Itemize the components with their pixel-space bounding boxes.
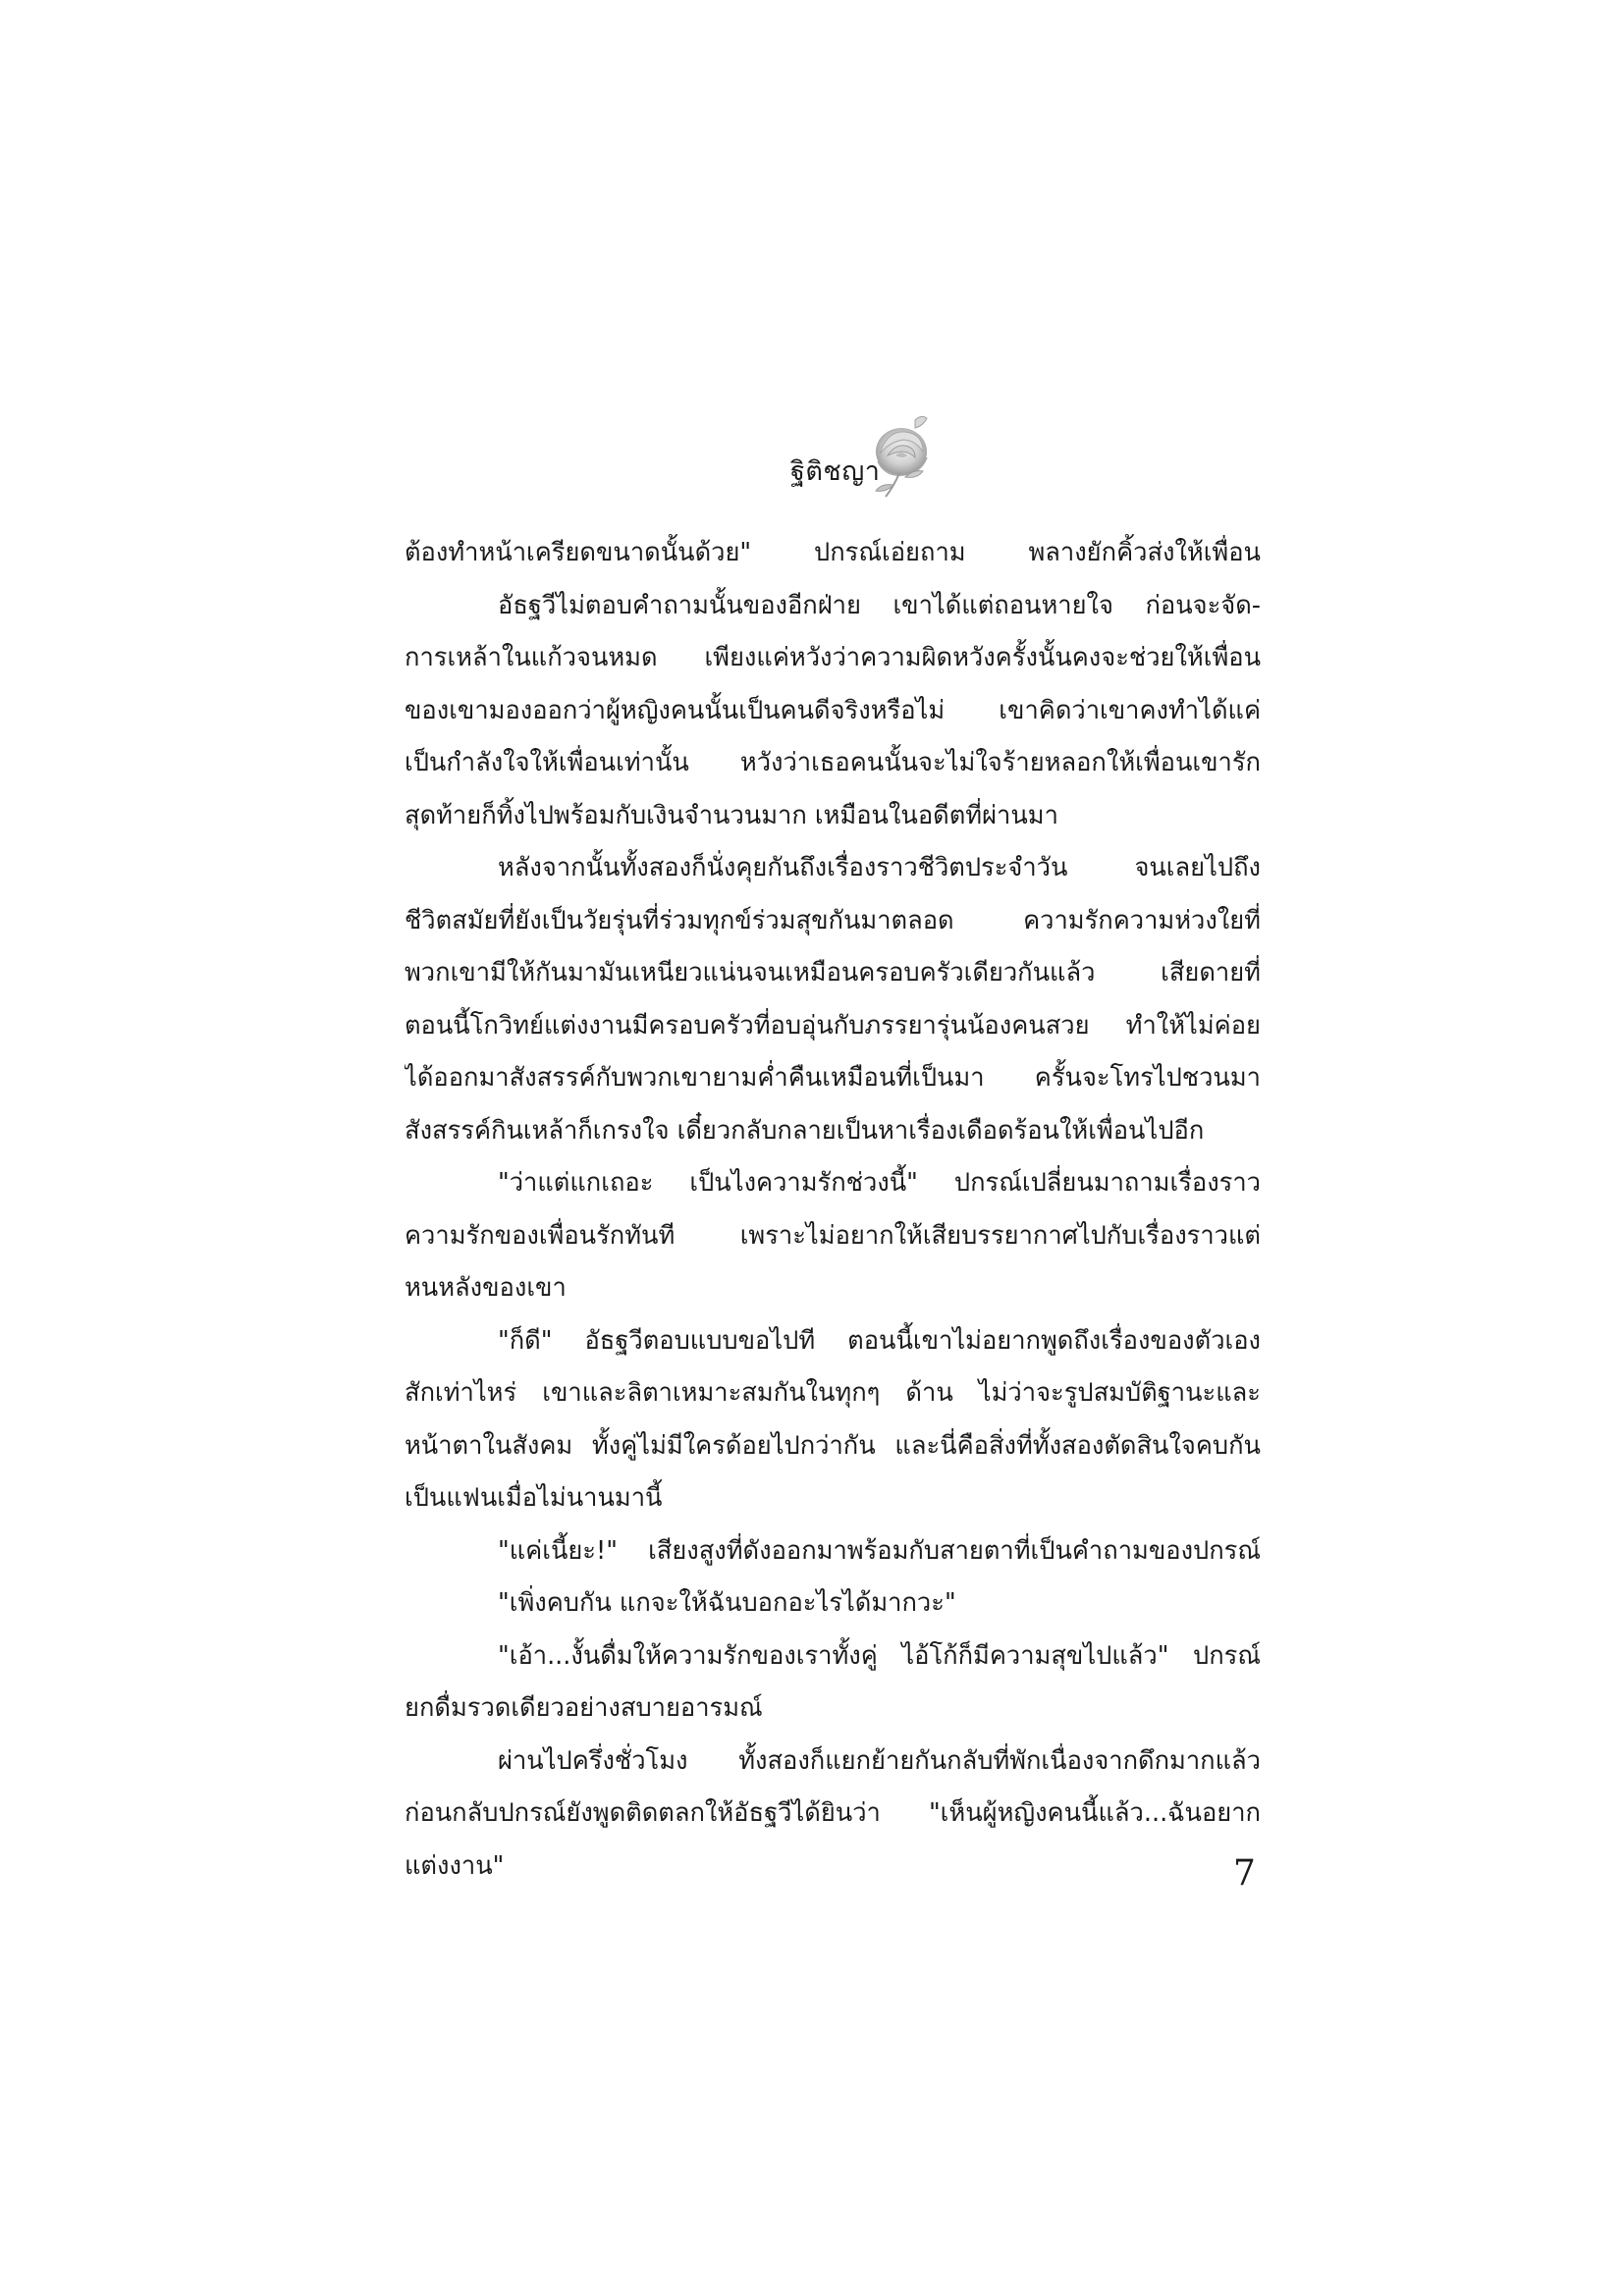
text-line: พวกเขามีให้กันมามันเหนียวแน่นจนเหมือนครอบครัวเดียวกันแล้ว เสียดายที่ <box>405 958 1261 988</box>
text-line: อัธฐวีไม่ตอบคำถามนั้นของอีกฝ่าย เขาได้แต่ถอนหายใจ ก่อนจะจัด- <box>498 590 1261 620</box>
text-line: ชีวิตสมัยที่ยังเป็นวัยรุ่นที่ร่วมทุกข์ร่วมสุขกันมาตลอด ความรักความห่วงใยที่ <box>405 905 1261 935</box>
text-line: หน้าตาในสังคม ทั้งคู่ไม่มีใครด้อยไปกว่ากัน และนี่คือสิ่งที่ทั้งสองตัดสินใจคบกัน <box>405 1430 1261 1461</box>
text-line: ของเขามองออกว่าผู้หญิงคนนั้นเป็นคนดีจริงหรือไม่ เขาคิดว่าเขาคงทำได้แค่ <box>405 695 1261 725</box>
text-line: "ก็ดี" อัธฐวีตอบแบบขอไปที ตอนนี้เขาไม่อยากพูดถึงเรื่องของตัวเอง <box>498 1325 1261 1356</box>
text-line: ได้ออกมาสังสรรค์กับพวกเขายามค่ำคืนเหมือนที่เป็นมา ครั้นจะโทรไปชวนมา <box>405 1063 1261 1093</box>
text-line: ต้องทำหน้าเครียดขนาดนั้นด้วย" ปกรณ์เอ่ยถาม พลางยักคิ้วส่งให้เพื่อน <box>405 538 1261 567</box>
text-line: "แค่เนี้ยะ!" เสียงสูงที่ดังออกมาพร้อมกับสายตาที่เป็นคำถามของปกรณ์ <box>498 1535 1261 1566</box>
text-line: การเหล้าในแก้วจนหมด เพียงแค่หวังว่าความผิดหวังครั้งนั้นคงจะช่วยให้เพื่อน <box>405 643 1261 672</box>
body-text <box>405 527 1261 1893</box>
text-line: ความรักของเพื่อนรักทันที เพราะไม่อยากให้เสียบรรยากาศไปกับเรื่องราวแต่ <box>405 1220 1261 1251</box>
text-line: สุดท้ายก็ทิ้งไปพร้อมกับเงินจำนวนมาก เหมือนในอดีตที่ผ่านมา <box>405 800 1058 830</box>
text-line: ตอนนี้โกวิทย์แต่งงานมีครอบครัวที่อบอุ่นกับภรรยารุ่นน้องคนสวย ทำให้ไม่ค่อย <box>405 1010 1261 1041</box>
text-line: ผ่านไปครึ่งชั่วโมง ทั้งสองก็แยกย้ายกันกลับที่พักเนื่องจากดึกมากแล้ว <box>498 1745 1261 1776</box>
text-line: "เอ้า...งั้นดื่มให้ความรักของเราทั้งคู่ ไอ้โก้ก็มีความสุขไปแล้ว" ปกรณ์ <box>498 1640 1261 1671</box>
text-line: สังสรรค์กินเหล้าก็เกรงใจ เดี๋ยวกลับกลายเป็นหาเรื่องเดือดร้อนให้เพื่อนไปอีก <box>405 1115 1205 1146</box>
text-line: ยกดื่มรวดเดียวอย่างสบายอารมณ์ <box>405 1693 763 1723</box>
page-number: 7 <box>1233 1853 1256 1894</box>
text-line: แต่งงาน" <box>405 1850 505 1881</box>
author-name: ฐิติชญา <box>790 456 881 487</box>
text-line: "ว่าแต่แกเถอะ เป็นไงความรักช่วงนี้" ปกรณ์เปลี่ยนมาถามเรื่องราว <box>498 1168 1261 1198</box>
text-line: หนหลังของเขา <box>405 1273 567 1303</box>
running-header <box>776 410 933 508</box>
text-line: เป็นแฟนเมื่อไม่นานมานี้ <box>405 1483 663 1513</box>
text-line: หลังจากนั้นทั้งสองก็นั่งคุยกันถึงเรื่องราวชีวิตประจำวัน จนเลยไปถึง <box>498 853 1261 882</box>
text-line: "เพิ่งคบกัน แกจะให้ฉันบอกอะไรได้มากวะ" <box>498 1588 956 1618</box>
rose-icon <box>866 410 935 504</box>
text-line: เป็นกำลังใจให้เพื่อนเท่านั้น หวังว่าเธอคนนั้นจะไม่ใจร้ายหลอกให้เพื่อนเขารัก <box>405 748 1261 777</box>
text-line: ก่อนกลับปกรณ์ยังพูดติดตลกให้อัธฐวีได้ยินว่า "เห็นผู้หญิงคนนี้แล้ว...ฉันอยาก <box>405 1798 1261 1828</box>
text-line: สักเท่าไหร่ เขาและลิตาเหมาะสมกันในทุกๆ ด้าน ไม่ว่าจะรูปสมบัติฐานะและ <box>405 1378 1261 1408</box>
